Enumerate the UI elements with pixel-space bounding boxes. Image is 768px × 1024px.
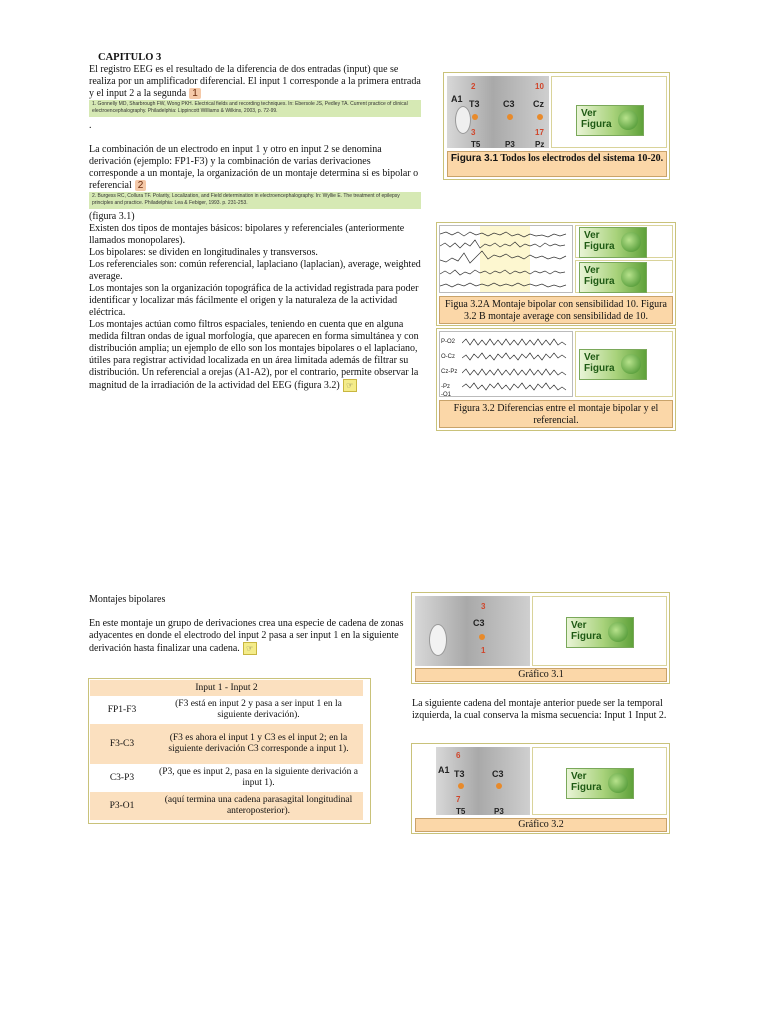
electrode-t3-label: T3 <box>469 99 480 109</box>
ear-shape <box>455 106 471 134</box>
paragraph-7-text: Los montajes actúan como filtros espaciales, teniendo en cuenta que en alguna medida filtran ondas de igual morfología, que aparecen en forma simultánea y con distribución amplia; un ejemplo de ello son los montajes bipolares o el laplaciano, útiles para registrar actividad localizada en un área limitada además de filtrar su distribución. Un referencial a orejas (A1-A2), por el contrario, permite observar la magnitud de la irradiación de la actividad del EEG (figura 3.2) <box>89 319 419 391</box>
reference-link-2[interactable]: 2 <box>135 180 147 191</box>
table-header-row <box>90 680 363 696</box>
figure-3-2a-button-cell <box>575 225 673 258</box>
bipolar-paragraph-2: La siguiente cadena del montaje anterior puede ser la temporal izquierda, la cual conserva la misma secuencia: Input 1 Input 2. <box>412 698 667 721</box>
globe-icon <box>621 232 641 252</box>
eeg-channel-label: P-O2 <box>441 339 456 345</box>
figura-label: Figura <box>584 276 615 287</box>
paragraph-1-text: El registro EEG es el resultado de la diferencia de dos entradas (input) que se realiza por un amplificador diferencial. El input 1 corresponde a la primera entrada y el input 2 a la segunda <box>89 64 421 99</box>
dot-text: . <box>89 120 92 131</box>
figure-3-1-image <box>447 76 549 148</box>
electrode-t3-label: T3 <box>454 769 465 779</box>
ver-figura-button[interactable] <box>576 105 644 136</box>
electrode-number-3: 3 <box>481 602 486 611</box>
electrode-number-17: 17 <box>535 128 544 137</box>
electrode-a1-label: A1 <box>438 765 450 775</box>
table-cell-pair: P3-O1 <box>109 800 135 811</box>
section-heading-bipolares: Montajes bipolares <box>89 594 166 605</box>
bipolar-paragraph-1 <box>89 618 409 655</box>
eeg-channels-image <box>439 331 573 397</box>
table-row <box>90 764 363 792</box>
globe-icon <box>608 773 628 793</box>
globe-icon <box>621 354 641 374</box>
grafico-3-2-button-cell <box>532 747 667 815</box>
grafico-3-2-panel <box>411 743 670 834</box>
ver-figura-label <box>584 352 615 374</box>
citation-2: 2. Burgess RC, Collura TF. Polarity, Localization, and Field determination in electroencephalography. In: Wyllie E. The treatment of epilepsy principles and practice. Philadelphia: Lea & Febiger, 1993. p. 231-253. <box>89 192 421 209</box>
table-cell-desc: (F3 está en input 2 y pasa a ser input 1 en la siguiente derivación). <box>175 699 342 720</box>
link-icon[interactable]: ☞ <box>243 642 257 655</box>
electrode-p3-label: P3 <box>505 140 515 148</box>
paragraph-7 <box>89 319 421 392</box>
ver-label: Ver <box>581 108 597 119</box>
paragraph-2-text: La combinación de un electrodo en input 1 y otro en input 2 se denomina derivación (ejemplo: FP1-F3) y la combinación de varias derivaciones corresponde a un montaje, la organización de un montaje determina si es bipolar o referencial <box>89 144 419 191</box>
table-row <box>90 696 363 724</box>
figure-3-1-caption-label: Figura 3.1 <box>450 153 499 164</box>
table-cell-pair: F3-C3 <box>109 738 135 749</box>
electrode-dot <box>507 114 513 120</box>
ver-label: Ver <box>571 771 587 782</box>
figure-3-2b-button-cell <box>575 260 673 293</box>
electrode-dot <box>537 114 543 120</box>
grafico-3-1-panel <box>411 592 670 684</box>
bipolar-paragraph-1-text: En este montaje un grupo de derivaciones crea una especie de cadena de zonas adyacentes en donde el electrodo del input 2 pasa a ser input 1 en la siguiente derivación hasta finalizar una cadena. <box>89 618 404 654</box>
electrode-dot <box>479 634 485 640</box>
electrode-number-7: 7 <box>456 795 461 804</box>
paragraph-2 <box>89 144 421 192</box>
figure-3-2a-panel <box>436 222 676 326</box>
ver-figura-label <box>584 230 615 252</box>
electrode-number-10: 10 <box>535 82 544 91</box>
ear-shape <box>429 624 447 656</box>
figure-3-2-caption: Figura 3.2 Diferencias entre el montaje bipolar y el referencial. <box>439 400 673 428</box>
figura-label: Figura <box>584 363 615 374</box>
electrode-dot <box>496 783 502 789</box>
electrode-t5-label: T5 <box>456 807 466 815</box>
electrode-c3-label: C3 <box>492 769 504 779</box>
ver-label: Ver <box>584 352 600 363</box>
table-cell-desc: (aquí termina una cadena parasagital longitudinal anteroposterior). <box>164 795 353 816</box>
figura-label: Figura <box>571 782 602 793</box>
grafico-3-1-image <box>415 596 530 666</box>
globe-icon <box>618 110 638 130</box>
figure-3-2a-caption: Figua 3.2A Montaje bipolar con sensibilidad 10. Figura 3.2 B montaje average con sensibilidad de 10. <box>439 296 673 324</box>
eeg-channel-label: -Pz <box>441 384 450 390</box>
figure-3-1-button-cell <box>551 76 667 148</box>
electrode-pz-label: Pz <box>535 140 545 148</box>
citation-1: 1. Gonnelly MD, Sharbrough FW, Wong PKH. Electrical fields and recording techniques. In: Ebersole JS, Pedley TA. Current practice of clinical electroencephalography. Philadelphia: Lippincott Williams & Wilkins, 2003, p. 72-99. <box>89 100 421 117</box>
body-block <box>89 211 421 392</box>
electrode-dot <box>458 783 464 789</box>
ver-figura-button[interactable] <box>579 349 647 380</box>
ver-figura-button[interactable] <box>566 617 634 648</box>
ver-figura-label <box>584 265 615 287</box>
figure-3-2-button-cell <box>575 331 673 397</box>
ver-figura-label <box>581 108 612 130</box>
table-cell-pair: FP1-F3 <box>107 704 137 715</box>
grafico-3-2-caption: Gráfico 3.2 <box>415 818 667 832</box>
eeg-channel-label: -O1 <box>441 392 452 397</box>
eeg-channel-label: Cz-Pz <box>441 369 458 375</box>
paragraph-5: Los referenciales son: común referencial, laplaciano (laplacian), average, weighted average. <box>89 259 421 282</box>
table-cell-pair: C3-P3 <box>109 772 135 783</box>
ver-figura-button[interactable] <box>566 768 634 799</box>
figure-3-1-caption <box>447 151 667 177</box>
figura-label: Figura <box>571 631 602 642</box>
electrode-t5-label: T5 <box>471 140 481 148</box>
globe-icon <box>621 267 641 287</box>
globe-icon <box>608 622 628 642</box>
ver-label: Ver <box>571 620 587 631</box>
figura-label: Figura <box>581 119 612 130</box>
table-row <box>90 724 363 764</box>
table-cell-desc: (F3 es ahora el input 1 y C3 es el input 2; en la siguiente derivación C3 corresponde a input 1). <box>168 733 349 754</box>
electrode-dot <box>472 114 478 120</box>
figure-3-2-panel <box>436 328 676 431</box>
electrode-number-1: 1 <box>481 646 486 655</box>
electrode-c3-label: C3 <box>503 99 515 109</box>
ver-figura-label <box>571 771 602 793</box>
grafico-3-2-image <box>436 747 530 815</box>
ver-figura-button[interactable] <box>579 227 647 258</box>
electrode-number-2: 2 <box>471 82 476 91</box>
eeg-trace-image <box>439 225 573 293</box>
montage-table-frame <box>88 678 371 824</box>
paragraph-3: Existen dos tipos de montajes básicos: bipolares y referenciales (anteriormente llamados monopolares). <box>89 223 405 246</box>
figure-reference: (figura 3.1) <box>89 211 135 222</box>
table-header: Input 1 - Input 2 <box>195 682 258 693</box>
electrode-cz-label: Cz <box>533 99 544 109</box>
grafico-3-1-caption: Gráfico 3.1 <box>415 668 667 682</box>
ver-label: Ver <box>584 265 600 276</box>
ver-label: Ver <box>584 230 600 241</box>
eeg-waveform-graphic <box>440 226 573 293</box>
paragraph-1 <box>89 64 421 100</box>
electrode-c3-label: C3 <box>473 618 485 628</box>
eeg-channels-waveform <box>462 332 573 397</box>
paragraph-6: Los montajes son la organización topográfica de la actividad registrada para poder identificar y localizar más fácilmente el origen y la naturaleza de la actividad eléctrica. <box>89 283 419 318</box>
ver-figura-label <box>571 620 602 642</box>
electrode-a1-label: A1 <box>451 94 463 104</box>
paragraph-4: Los bipolares: se dividen en longitudinales y transversos. <box>89 247 318 258</box>
montage-table <box>90 680 363 820</box>
ver-figura-button[interactable] <box>579 262 647 293</box>
figura-label: Figura <box>584 241 615 252</box>
figure-3-1-panel <box>443 72 670 180</box>
figure-3-1-caption-text: Todos los electrodos del sistema 10-20. <box>498 153 664 164</box>
electrode-p3-label: P3 <box>494 807 504 815</box>
electrode-number-3: 3 <box>471 128 476 137</box>
chapter-title: CAPITULO 3 <box>98 52 162 63</box>
electrode-number-6: 6 <box>456 751 461 760</box>
table-row <box>90 792 363 820</box>
table-cell-desc: (P3, que es input 2, pasa en la siguiente derivación a input 1). <box>159 767 358 788</box>
link-icon[interactable]: ☞ <box>343 379 357 392</box>
eeg-channel-label: O-Cz <box>441 354 455 360</box>
grafico-3-1-button-cell <box>532 596 667 666</box>
reference-link-1[interactable]: 1 <box>189 88 201 99</box>
